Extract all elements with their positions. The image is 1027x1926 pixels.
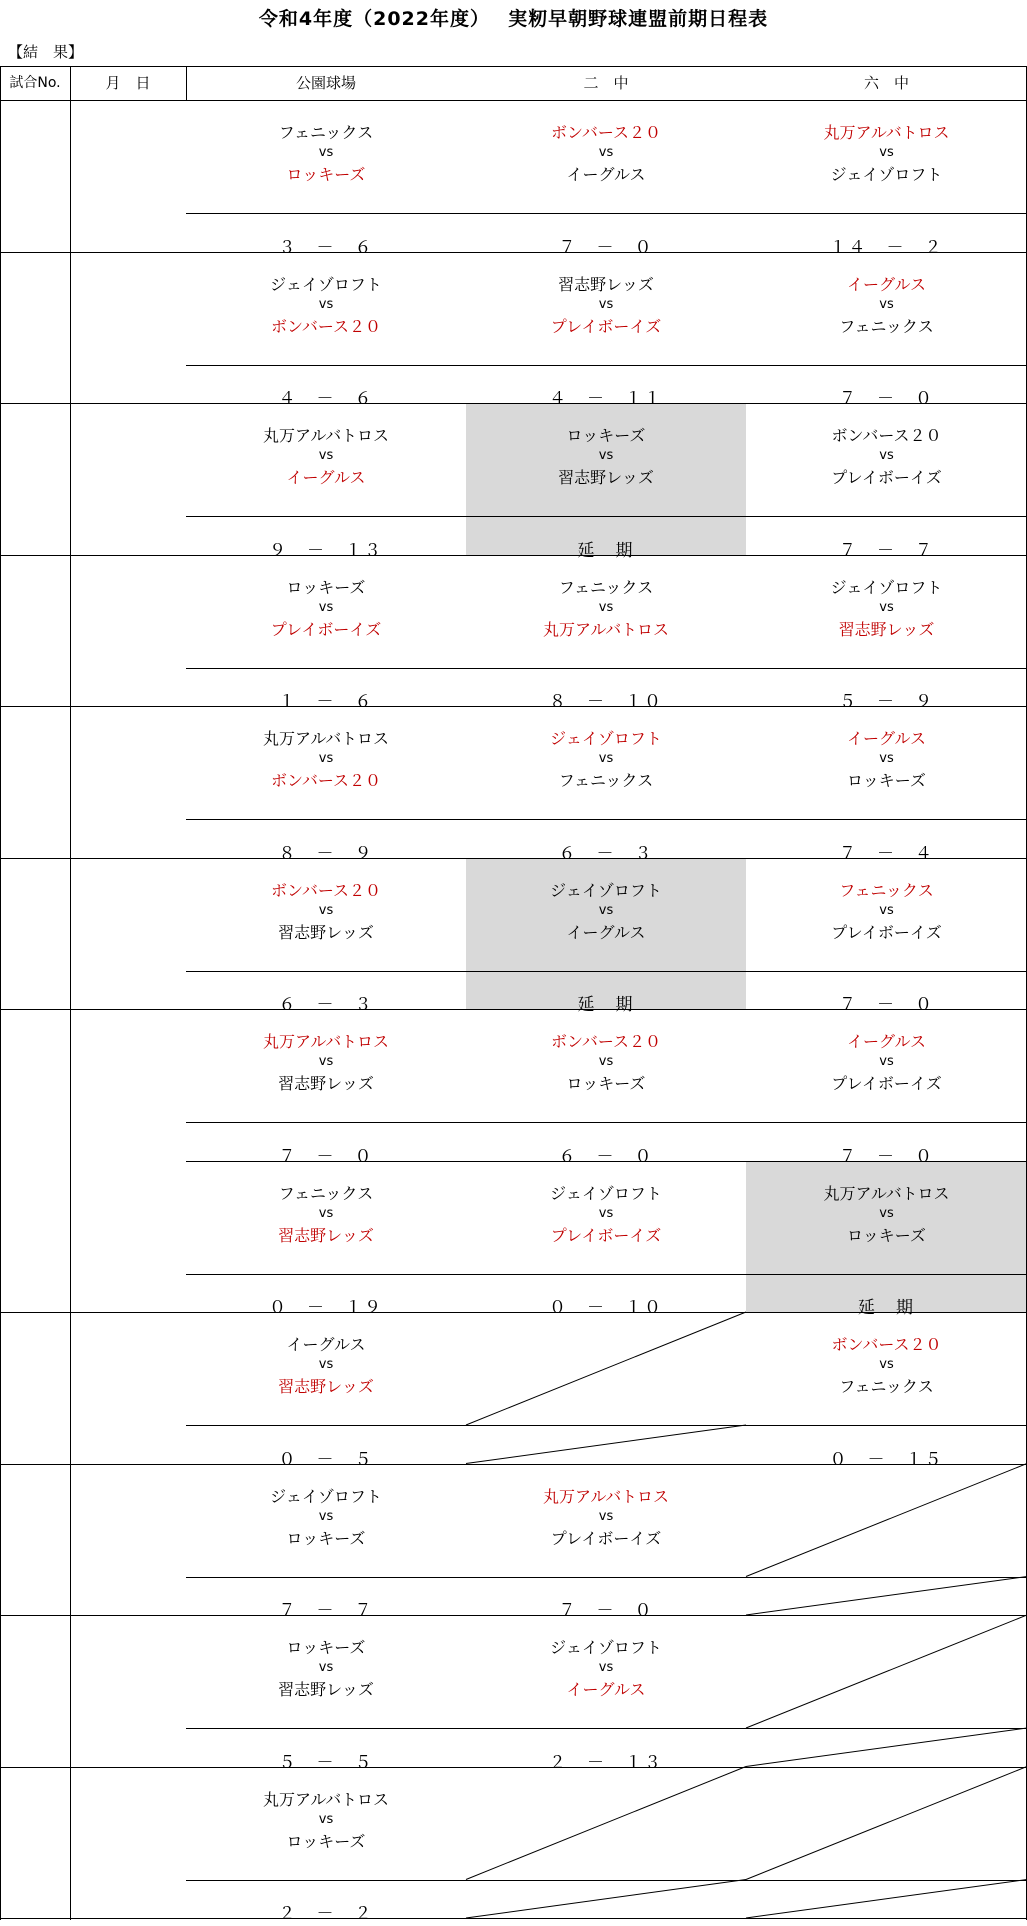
slash-line bbox=[746, 1615, 1027, 1728]
slash-line bbox=[746, 1728, 1027, 1767]
away-team: 習志野レッズ bbox=[838, 620, 935, 639]
score-text: ７ － ４ bbox=[839, 844, 934, 864]
away-team: 習志野レッズ bbox=[558, 468, 654, 487]
home-team: フェニックス bbox=[558, 578, 654, 597]
vs-label: vs bbox=[318, 145, 334, 160]
vs-label: vs bbox=[598, 1509, 614, 1524]
home-team: ジェイゾロフト bbox=[550, 881, 662, 900]
score-text: ０ － １９ bbox=[269, 1298, 383, 1318]
vs-label: vs bbox=[318, 751, 334, 766]
score-text: ７ － ０ bbox=[839, 995, 934, 1015]
away-team: プレイボーイズ bbox=[831, 1074, 942, 1093]
away-team: プレイボーイズ bbox=[270, 620, 382, 639]
home-team: イーグルス bbox=[846, 275, 927, 294]
slash-line bbox=[746, 1577, 1027, 1616]
vs-label: vs bbox=[879, 1357, 894, 1372]
vs-label: vs bbox=[879, 1054, 894, 1069]
vs-label: vs bbox=[879, 751, 894, 766]
away-team: ロッキーズ bbox=[286, 1832, 366, 1851]
score-text: ５ － ５ bbox=[278, 1753, 374, 1773]
page-title: 令和4年度（2022年度） 実籾早朝野球連盟前期日程表 bbox=[258, 8, 769, 30]
vs-label: vs bbox=[318, 600, 334, 615]
away-team: ロッキーズ bbox=[566, 1074, 646, 1093]
score-text: ７ － ０ bbox=[278, 1147, 374, 1167]
score-text: ４ － ６ bbox=[278, 389, 374, 409]
score-text: ７ － ０ bbox=[839, 389, 934, 409]
home-team: ボンバース２０ bbox=[831, 1335, 942, 1354]
vs-label: vs bbox=[598, 1054, 614, 1069]
away-team: イーグルス bbox=[566, 1680, 646, 1699]
vs-label: vs bbox=[879, 1206, 894, 1221]
score-text: ６ － ０ bbox=[558, 1147, 654, 1167]
header-venue-rokuchu: 六 中 bbox=[863, 74, 909, 92]
home-team: ボンバース２０ bbox=[270, 881, 382, 900]
home-team: ボンバース２０ bbox=[831, 426, 942, 445]
away-team: ロッキーズ bbox=[847, 771, 926, 790]
away-team: ボンバース２０ bbox=[270, 317, 382, 336]
score-text: ７ － ０ bbox=[558, 1601, 654, 1621]
slash-line bbox=[746, 1767, 1027, 1880]
slash-line bbox=[466, 1767, 746, 1880]
vs-label: vs bbox=[598, 1206, 614, 1221]
away-team: 習志野レッズ bbox=[278, 1680, 374, 1699]
score-text: ５ － ９ bbox=[839, 692, 934, 712]
away-team: ロッキーズ bbox=[847, 1226, 926, 1245]
home-team: ロッキーズ bbox=[286, 1638, 366, 1657]
slash-line bbox=[466, 1312, 746, 1425]
away-team: フェニックス bbox=[839, 317, 934, 336]
header-venue-park: 公園球場 bbox=[295, 74, 356, 92]
score-text: １４ － ２ bbox=[829, 238, 944, 258]
score-text: ０ － ５ bbox=[278, 1450, 374, 1470]
vs-label: vs bbox=[318, 448, 334, 463]
home-team: 丸万アルバトロス bbox=[263, 1790, 389, 1809]
vs-label: vs bbox=[598, 448, 614, 463]
vs-label: vs bbox=[318, 1206, 334, 1221]
away-team: ジェイゾロフト bbox=[830, 165, 943, 184]
away-team: フェニックス bbox=[839, 1377, 934, 1396]
postponed-label: 延 期 bbox=[577, 995, 635, 1015]
vs-label: vs bbox=[598, 145, 614, 160]
score-text: ７ － ０ bbox=[839, 1147, 934, 1167]
away-team: イーグルス bbox=[566, 923, 646, 942]
slash-line bbox=[746, 1880, 1027, 1919]
vs-label: vs bbox=[318, 903, 334, 918]
home-team: イーグルス bbox=[846, 1032, 927, 1051]
away-team: 丸万アルバトロス bbox=[543, 620, 669, 639]
away-team: ロッキーズ bbox=[286, 165, 366, 184]
home-team: 丸万アルバトロス bbox=[263, 729, 389, 748]
score-text: ７ － ０ bbox=[558, 238, 654, 258]
home-team: ジェイゾロフト bbox=[270, 1487, 382, 1506]
score-text: １ － ６ bbox=[278, 692, 374, 712]
away-team: 習志野レッズ bbox=[278, 1377, 374, 1396]
slash-line bbox=[466, 1425, 746, 1464]
home-team: 丸万アルバトロス bbox=[823, 1184, 950, 1203]
home-team: ロッキーズ bbox=[286, 578, 366, 597]
home-team: フェニックス bbox=[278, 1184, 374, 1203]
home-team: フェニックス bbox=[839, 881, 934, 900]
vs-label: vs bbox=[879, 145, 894, 160]
home-team: イーグルス bbox=[286, 1335, 366, 1354]
away-team: イーグルス bbox=[286, 468, 366, 487]
home-team: ジェイゾロフト bbox=[550, 729, 662, 748]
score-text: ８ － ９ bbox=[278, 844, 374, 864]
score-text: ８ － １０ bbox=[549, 692, 663, 712]
vs-label: vs bbox=[318, 1509, 334, 1524]
header-no: 試合No. bbox=[9, 75, 61, 91]
vs-label: vs bbox=[318, 1054, 334, 1069]
vs-label: vs bbox=[598, 751, 614, 766]
home-team: ボンバース２０ bbox=[550, 1032, 662, 1051]
vs-label: vs bbox=[598, 600, 614, 615]
vs-label: vs bbox=[318, 1660, 334, 1675]
vs-label: vs bbox=[879, 448, 894, 463]
home-team: 習志野レッズ bbox=[558, 275, 654, 294]
vs-label: vs bbox=[318, 1812, 334, 1827]
home-team: ジェイゾロフト bbox=[270, 275, 382, 294]
slash-line bbox=[466, 1880, 746, 1919]
away-team: フェニックス bbox=[558, 771, 654, 790]
score-text: ６ － ３ bbox=[558, 844, 654, 864]
score-text: ２ － １３ bbox=[549, 1753, 663, 1773]
home-team: ジェイゾロフト bbox=[550, 1638, 662, 1657]
vs-label: vs bbox=[598, 1660, 614, 1675]
away-team: 習志野レッズ bbox=[278, 1226, 374, 1245]
home-team: ボンバース２０ bbox=[550, 123, 662, 142]
home-team: イーグルス bbox=[846, 729, 927, 748]
vs-label: vs bbox=[318, 297, 334, 312]
away-team: イーグルス bbox=[566, 165, 646, 184]
away-team: 習志野レッズ bbox=[278, 923, 374, 942]
home-team: ロッキーズ bbox=[566, 426, 646, 445]
score-text: ０ － １５ bbox=[829, 1450, 944, 1470]
postponed-label: 延 期 bbox=[577, 541, 635, 561]
score-text: ３ － ６ bbox=[278, 238, 374, 258]
home-team: フェニックス bbox=[278, 123, 374, 142]
home-team: 丸万アルバトロス bbox=[263, 1032, 389, 1051]
away-team: ロッキーズ bbox=[286, 1529, 366, 1548]
vs-label: vs bbox=[879, 903, 894, 918]
score-text: ６ － ３ bbox=[278, 995, 374, 1015]
score-text: ７ － ７ bbox=[839, 541, 934, 561]
vs-label: vs bbox=[879, 600, 894, 615]
score-text: ２ － ２ bbox=[278, 1904, 374, 1924]
vs-label: vs bbox=[598, 903, 614, 918]
vs-label: vs bbox=[879, 297, 894, 312]
away-team: 習志野レッズ bbox=[278, 1074, 374, 1093]
away-team: プレイボーイズ bbox=[831, 923, 942, 942]
home-team: 丸万アルバトロス bbox=[823, 123, 950, 142]
home-team: ジェイゾロフト bbox=[550, 1184, 662, 1203]
score-text: ４ － １１ bbox=[549, 389, 663, 409]
away-team: プレイボーイズ bbox=[550, 317, 662, 336]
postponed-label: 延 期 bbox=[858, 1298, 915, 1318]
home-team: 丸万アルバトロス bbox=[543, 1487, 669, 1506]
score-text: ７ － ７ bbox=[278, 1601, 374, 1621]
result-label: 【結 果】 bbox=[8, 43, 84, 61]
away-team: プレイボーイズ bbox=[550, 1529, 662, 1548]
vs-label: vs bbox=[318, 1357, 334, 1372]
vs-label: vs bbox=[598, 297, 614, 312]
header-venue-nichu: 二 中 bbox=[583, 74, 629, 92]
away-team: ボンバース２０ bbox=[270, 771, 382, 790]
away-team: プレイボーイズ bbox=[550, 1226, 662, 1245]
home-team: ジェイゾロフト bbox=[830, 578, 943, 597]
score-text: ９ － １３ bbox=[269, 541, 383, 561]
away-team: プレイボーイズ bbox=[831, 468, 942, 487]
slash-line bbox=[746, 1464, 1027, 1577]
home-team: 丸万アルバトロス bbox=[263, 426, 389, 445]
score-text: ０ － １０ bbox=[549, 1298, 663, 1318]
header-date: 月 日 bbox=[105, 74, 151, 92]
